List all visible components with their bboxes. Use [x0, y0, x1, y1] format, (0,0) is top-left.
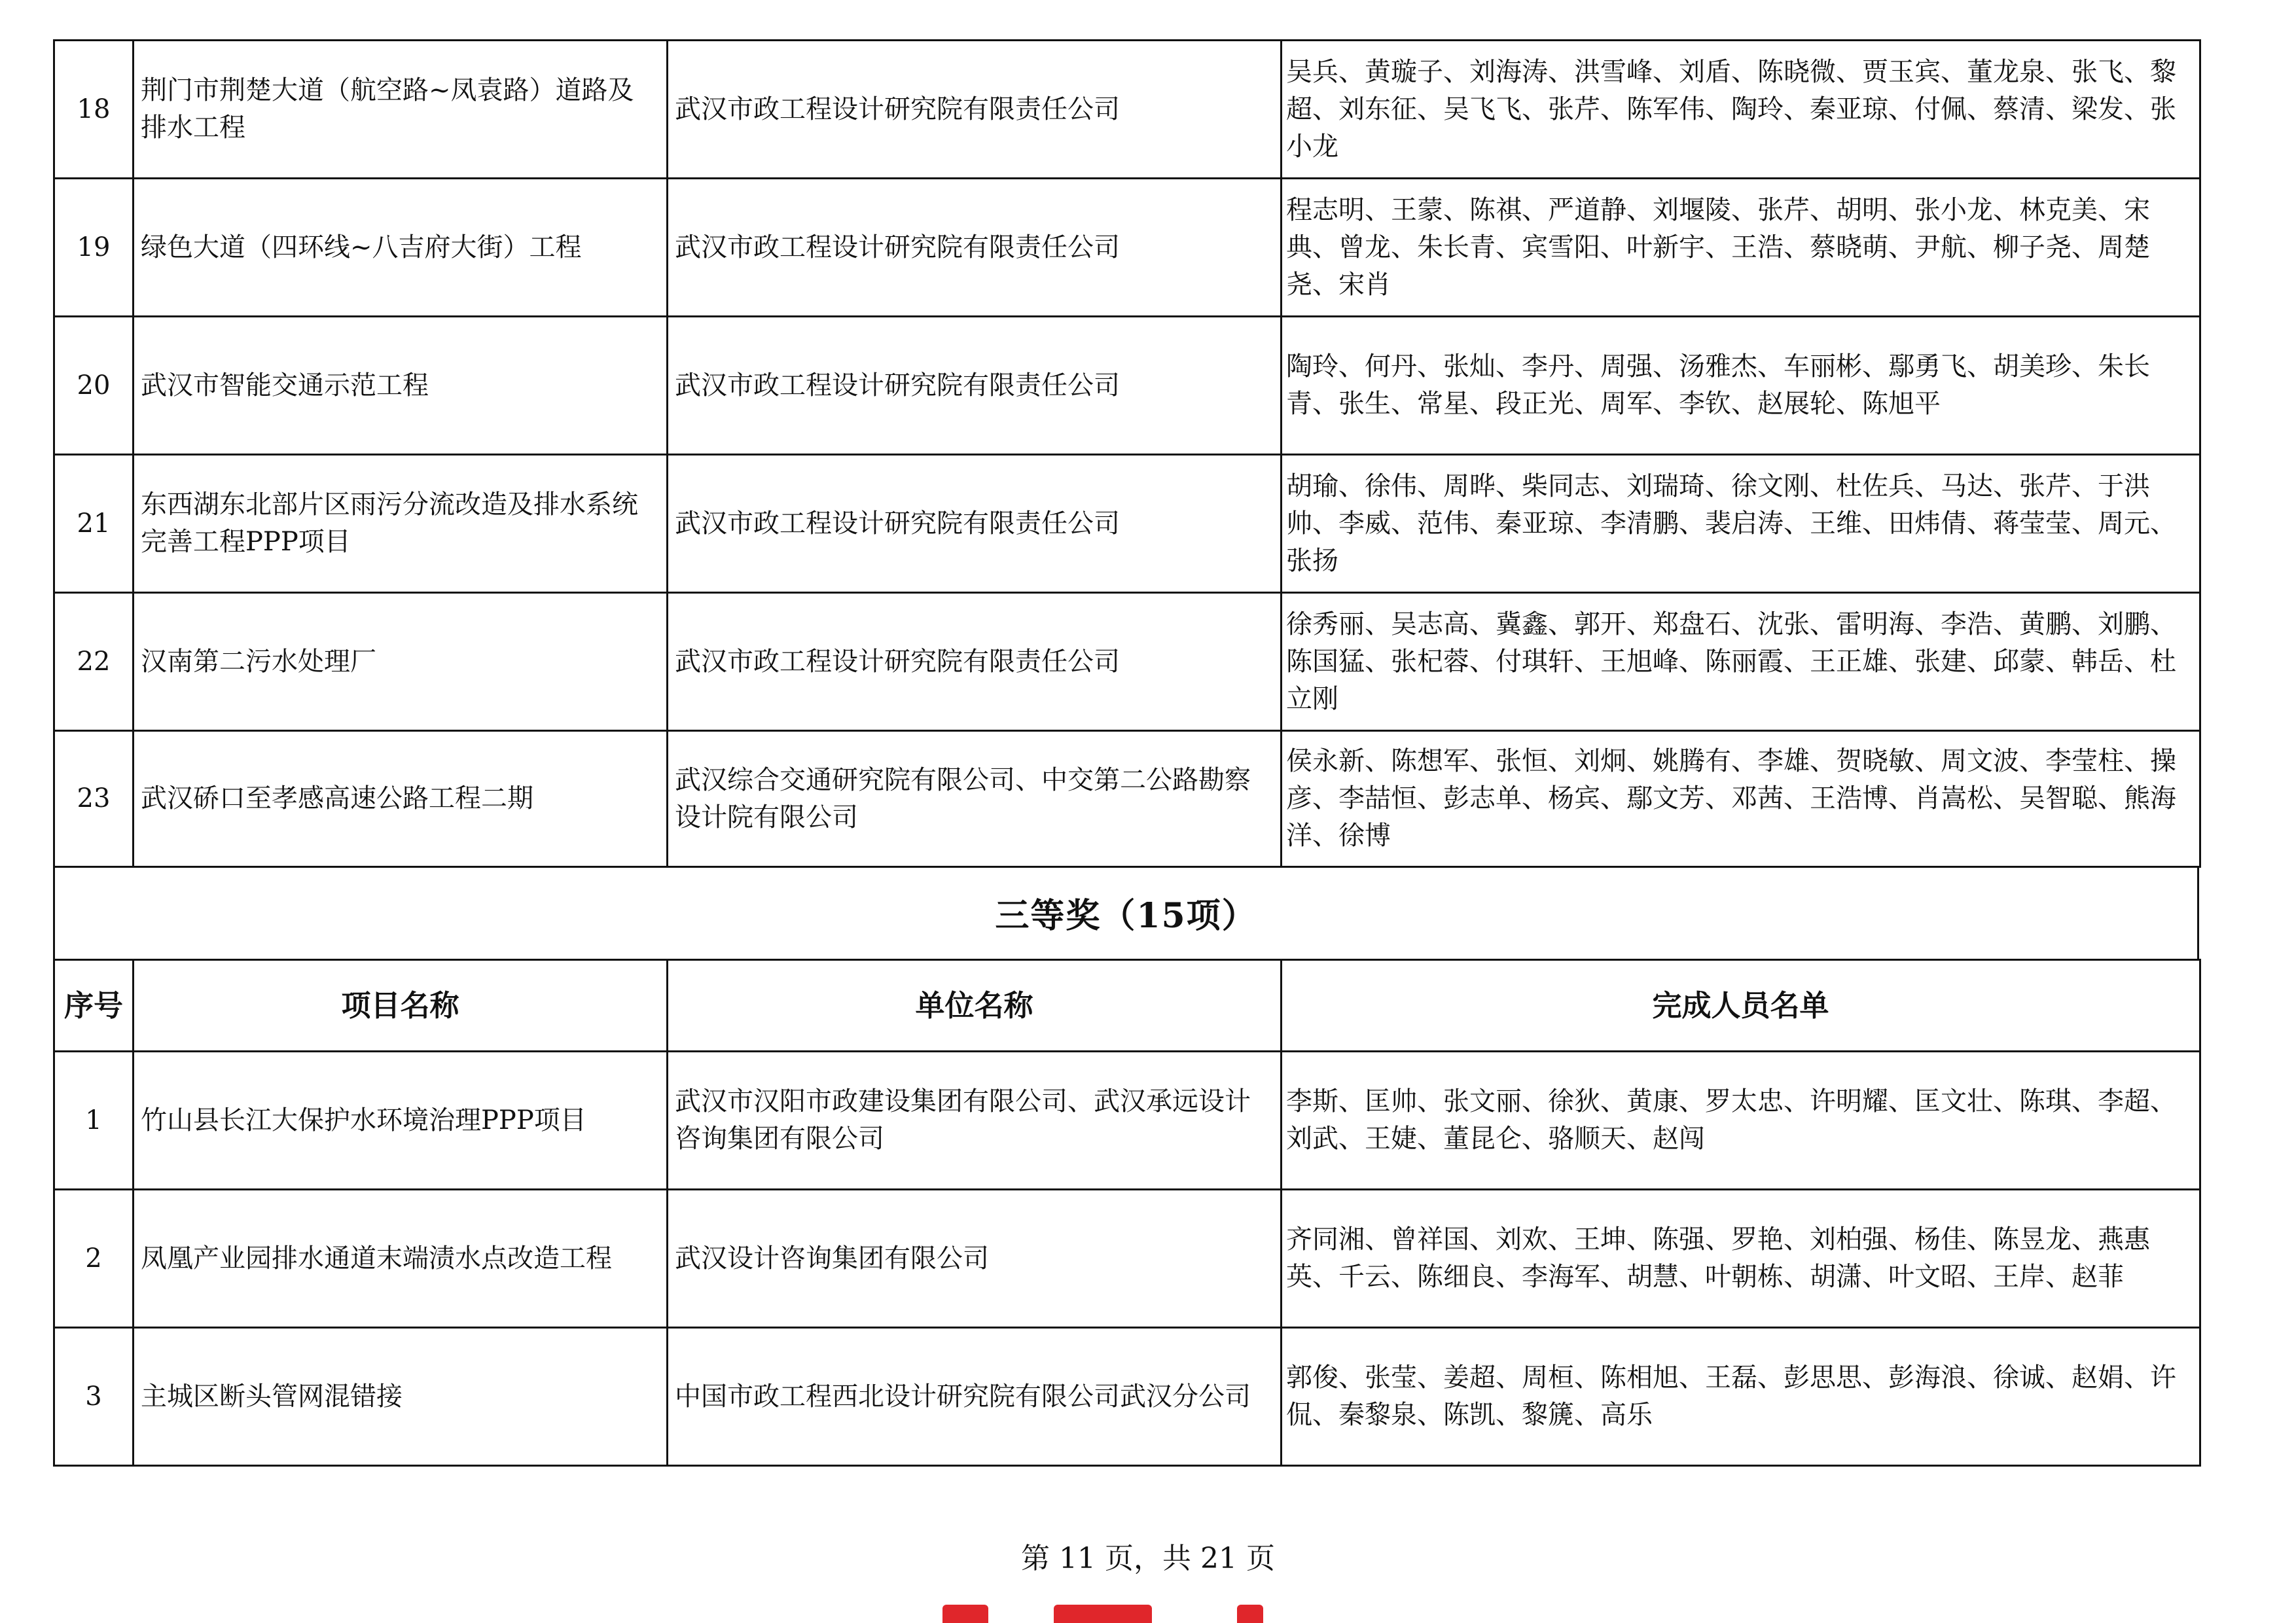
row-unit-name: 武汉设计咨询集团有限公司	[668, 1190, 1282, 1328]
row-project-name: 汉南第二污水处理厂	[134, 593, 668, 731]
table-row	[54, 731, 2200, 867]
row-members: 徐秀丽、吴志高、冀鑫、郭开、郑盘石、沈张、雷明海、李浩、黄鹏、刘鹏、陈国猛、张杞蓉、付琪轩、王旭峰、陈丽霞、王正雄、张建、邱蒙、韩岳、杜立刚	[1282, 593, 2200, 731]
row-project-name: 凤凰产业园排水通道末端渍水点改造工程	[134, 1190, 668, 1328]
header-seq: 序号	[54, 960, 134, 1052]
page-footer	[0, 1535, 2296, 1577]
row-project-name: 武汉硚口至孝感高速公路工程二期	[134, 731, 668, 867]
row-project-name: 竹山县长江大保护水环境治理PPP项目	[134, 1052, 668, 1190]
row-project-name: 荆门市荆楚大道（航空路~凤袁路）道路及排水工程	[134, 41, 668, 179]
red-seal-stamp-fragment	[1237, 1605, 1263, 1623]
row-seq: 23	[54, 731, 134, 867]
row-seq: 21	[54, 455, 134, 593]
row-seq: 1	[54, 1052, 134, 1190]
table-row	[54, 455, 2200, 593]
row-unit-name: 武汉市政工程设计研究院有限责任公司	[668, 593, 1282, 731]
table-header-row	[54, 960, 2200, 1052]
row-unit-name: 武汉市政工程设计研究院有限责任公司	[668, 317, 1282, 455]
table-row	[54, 41, 2200, 179]
row-members: 陶玲、何丹、张灿、李丹、周强、汤雅杰、车丽彬、鄢勇飞、胡美珍、朱长青、张生、常星、段正光、周军、李钦、赵展轮、陈旭平	[1282, 317, 2200, 455]
table-row	[54, 1328, 2200, 1466]
section-title: 三等奖（15项）	[995, 895, 1257, 936]
row-unit-name: 武汉市汉阳市政建设集团有限公司、武汉承远设计咨询集团有限公司	[668, 1052, 1282, 1190]
row-members: 吴兵、黄璇子、刘海涛、洪雪峰、刘盾、陈晓微、贾玉宾、董龙泉、张飞、黎超、刘东征、吴飞飞、张芹、陈军伟、陶玲、秦亚琼、付佩、蔡清、梁发、张小龙	[1282, 41, 2200, 179]
table-row	[54, 317, 2200, 455]
row-seq: 3	[54, 1328, 134, 1466]
row-members: 郭俊、张莹、姜超、周桓、陈相旭、王磊、彭思思、彭海浪、徐诚、赵娟、许侃、秦黎泉、陈凯、黎篪、高乐	[1282, 1328, 2200, 1466]
table-row	[54, 1052, 2200, 1190]
row-seq: 22	[54, 593, 134, 731]
red-seal-stamp-fragment	[1054, 1605, 1152, 1623]
row-seq: 19	[54, 179, 134, 317]
row-members: 齐同湘、曾祥国、刘欢、王坤、陈强、罗艳、刘柏强、杨佳、陈昱龙、燕惠英、千云、陈细良、李海军、胡慧、叶朝栋、胡潇、叶文昭、王岸、赵菲	[1282, 1190, 2200, 1328]
row-project-name: 武汉市智能交通示范工程	[134, 317, 668, 455]
row-project-name: 主城区断头管网混错接	[134, 1328, 668, 1466]
row-seq: 20	[54, 317, 134, 455]
awards-table-second-prize-continued	[53, 39, 2201, 868]
row-members: 李斯、匡帅、张文丽、徐狄、黄康、罗太忠、许明耀、匡文壮、陈琪、李超、刘武、王婕、董昆仑、骆顺天、赵闯	[1282, 1052, 2200, 1190]
row-seq: 2	[54, 1190, 134, 1328]
table-row	[54, 593, 2200, 731]
row-unit-name: 中国市政工程西北设计研究院有限公司武汉分公司	[668, 1328, 1282, 1466]
row-seq: 18	[54, 41, 134, 179]
row-members: 程志明、王蒙、陈祺、严道静、刘堰陵、张芹、胡明、张小龙、林克美、宋典、曾龙、朱长青、宾雪阳、叶新宇、王浩、蔡晓萌、尹航、柳子尧、周楚尧、宋肖	[1282, 179, 2200, 317]
table-row	[54, 179, 2200, 317]
header-unit-name: 单位名称	[668, 960, 1282, 1052]
row-unit-name: 武汉市政工程设计研究院有限责任公司	[668, 179, 1282, 317]
header-project-name: 项目名称	[134, 960, 668, 1052]
row-project-name: 绿色大道（四环线~八吉府大街）工程	[134, 179, 668, 317]
row-unit-name: 武汉综合交通研究院有限公司、中交第二公路勘察设计院有限公司	[668, 731, 1282, 867]
header-members: 完成人员名单	[1282, 960, 2200, 1052]
row-members: 胡瑜、徐伟、周晔、柴同志、刘瑞琦、徐文刚、杜佐兵、马达、张芹、于洪帅、李威、范伟、秦亚琼、李清鹏、裴启涛、王维、田炜倩、蒋莹莹、周元、张扬	[1282, 455, 2200, 593]
table-row	[54, 1190, 2200, 1328]
row-unit-name: 武汉市政工程设计研究院有限责任公司	[668, 455, 1282, 593]
red-seal-stamp-fragment	[942, 1605, 988, 1623]
awards-table-third-prize	[53, 959, 2201, 1467]
row-unit-name: 武汉市政工程设计研究院有限责任公司	[668, 41, 1282, 179]
section-heading	[53, 866, 2199, 959]
row-project-name: 东西湖东北部片区雨污分流改造及排水系统完善工程PPP项目	[134, 455, 668, 593]
row-members: 侯永新、陈想军、张恒、刘炯、姚腾有、李雄、贺晓敏、周文波、李莹柱、操彦、李喆恒、彭志单、杨宾、鄢文芳、邓茜、王浩博、肖嵩松、吴智聪、熊海洋、徐博	[1282, 731, 2200, 867]
page-number: 第 11 页，共 21 页	[1021, 1542, 1275, 1575]
